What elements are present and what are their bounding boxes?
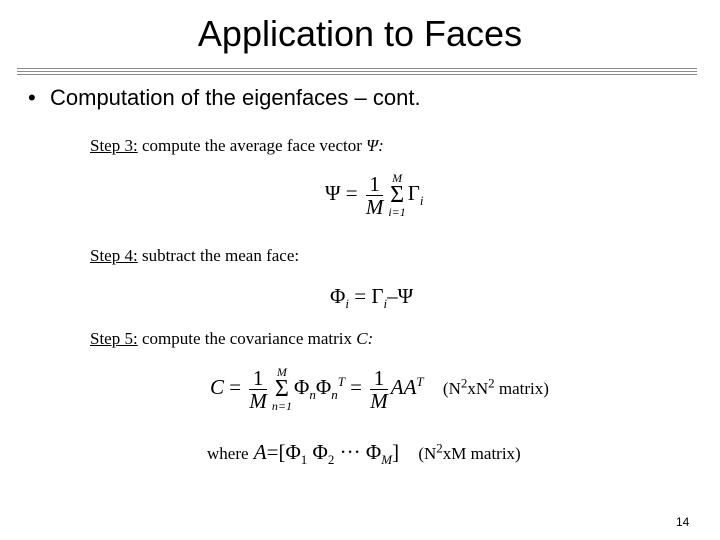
title-rule-bottom [17, 74, 697, 75]
sigma-icon: Σ [390, 182, 405, 208]
step-3-label: Step 3: [90, 136, 138, 155]
mean-equals: = [345, 180, 358, 205]
title-rule-mid [17, 71, 697, 72]
step-3-text: compute the average face vector [141, 136, 362, 155]
step-5-symbol: C: [356, 329, 374, 348]
bullet-icon: • [28, 85, 36, 110]
mean-sum: M Σ i=1 [388, 171, 406, 219]
bullet-item [28, 84, 421, 112]
bullet-text: Computation of the eigenfaces – cont. [50, 85, 421, 110]
step-5-text: compute the covariance matrix [141, 329, 352, 348]
step-4-label: Step 4: [90, 246, 138, 265]
where-equation: where $A=[\Phi_1$ $\Phi_2$ ··· $\Phi_M$] ($N^2xM$ matrix) [207, 440, 521, 468]
mean-term: Γ [407, 180, 420, 205]
mean-equation: Ψ = $\frac{1}{M}$ M Σ i=1 $\Gamma_i$ [325, 171, 424, 219]
subtract-equation: $\Phi_i = \Gamma_i-\Psi$ [330, 284, 414, 312]
step-3-symbol: Ψ: [366, 136, 384, 155]
mean-lhs: Ψ [325, 180, 341, 205]
step-3 [90, 136, 384, 156]
page-number: 14 [676, 515, 690, 529]
step-4-text: subtract the mean face: [141, 246, 300, 265]
step-5 [90, 329, 373, 349]
mean-fraction: $\frac{1}{M}$ [365, 171, 384, 219]
step-4 [90, 246, 299, 266]
covariance-equation: C = $\frac{1}{M}$ M Σ n=1 $\Phi_n\Phi_n^T$ = $\frac{1}{M}$ $AA^T$ ($N^2xN^2$ matrix) [210, 365, 549, 413]
slide-title: Application to Faces [197, 13, 523, 54]
title-rule-top [17, 68, 697, 69]
where-size: ($N^2xM$ matrix) [418, 440, 521, 463]
step-5-label: Step 5: [90, 329, 138, 348]
covariance-size: ($N^2xN^2$ matrix) [442, 375, 549, 398]
sigma-icon: Σ [274, 376, 289, 402]
